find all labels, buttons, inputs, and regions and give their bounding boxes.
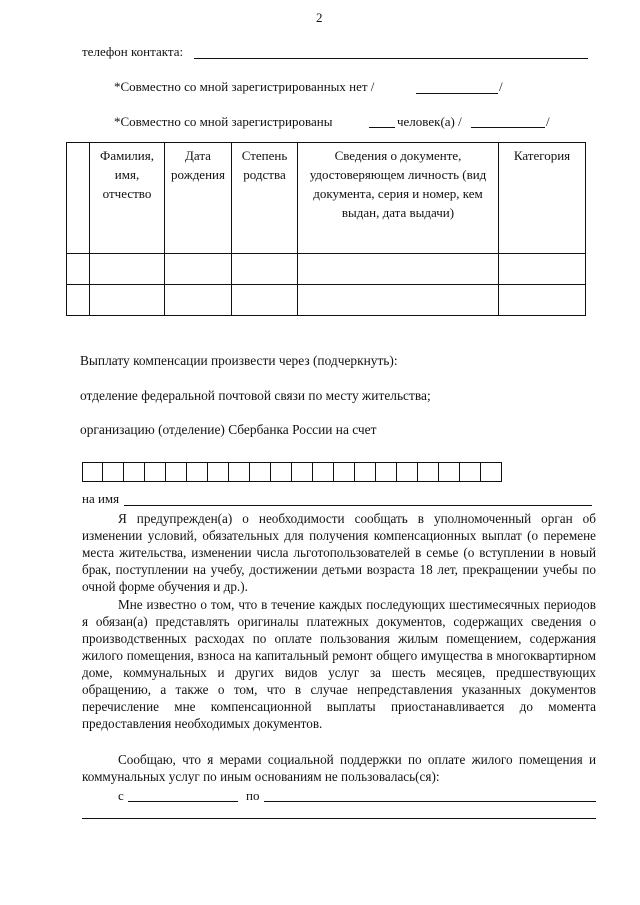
table-cell[interactable]	[90, 254, 165, 285]
account-digit-cell[interactable]	[250, 462, 271, 482]
page-number: 2	[316, 10, 323, 25]
account-digit-cell[interactable]	[334, 462, 355, 482]
registered-count-mid: человек(а) /	[397, 114, 462, 129]
account-digit-cell[interactable]	[376, 462, 397, 482]
table-cell[interactable]	[67, 254, 90, 285]
table-cell[interactable]	[165, 254, 232, 285]
payment-option-bank[interactable]: организацию (отделение) Сбербанка России на счет	[80, 422, 377, 437]
header-identity-document: Сведения о документе, удостоверяющем личность (вид документа, серия и номер, кем выдан, дата выдачи)	[298, 143, 499, 254]
documents-paragraph: Мне известно о том, что в течение каждых последующих шестимесячных периодов я обязан(а) представлять оригиналы платежных документов, содержащих сведения о производственных расходах по оплате пользования жилым помещением, содержания жилого помещения, взноса на капитальный ремонт общего имущества в многоквартирном доме, коммунальных и других видов услуг за шесть месяцев, предшествующих обращению, а также о том, что в случае непредставления указанных документов перечисление мне компенсационной выплаты приостанавливается до момента предоставления необходимых документов.	[82, 597, 596, 731]
account-digit-cell[interactable]	[439, 462, 460, 482]
header-full-name: Фамилия, имя, отчество	[90, 143, 165, 254]
table-row	[67, 254, 586, 285]
header-number	[67, 143, 90, 254]
family-members-table	[66, 142, 586, 316]
table-row	[67, 285, 586, 316]
account-digit-cell[interactable]	[313, 462, 334, 482]
account-digit-cell[interactable]	[418, 462, 439, 482]
account-digit-cell[interactable]	[229, 462, 250, 482]
account-digit-cell[interactable]	[481, 462, 502, 482]
account-digit-cell[interactable]	[82, 462, 103, 482]
declaration-paragraph: Сообщаю, что я мерами социальной поддержки по оплате жилого помещения и коммунальных услуг по иным основаниям не пользовалась(ся):	[82, 752, 596, 784]
account-digit-cell[interactable]	[187, 462, 208, 482]
contact-phone-label: телефон контакта:	[82, 44, 184, 59]
table-cell[interactable]	[232, 254, 298, 285]
registered-none-text: *Совместно со мной зарегистрированных нет /	[114, 79, 375, 94]
registered-none-signature[interactable]	[416, 93, 498, 94]
table-header-row	[67, 143, 586, 254]
account-holder-field[interactable]	[124, 505, 592, 506]
extra-line-field[interactable]	[82, 818, 596, 819]
table-cell[interactable]	[499, 285, 586, 316]
account-digit-cell[interactable]	[292, 462, 313, 482]
registered-count-prefix: *Совместно со мной зарегистрированы	[114, 114, 333, 129]
account-digit-cell[interactable]	[397, 462, 418, 482]
from-label: с	[118, 788, 124, 803]
account-digit-cell[interactable]	[355, 462, 376, 482]
to-date-field[interactable]	[264, 801, 596, 802]
table-cell[interactable]	[165, 285, 232, 316]
registered-count-end: /	[546, 114, 550, 129]
registered-none-end: /	[499, 79, 503, 94]
account-digit-cell[interactable]	[271, 462, 292, 482]
registered-count-field[interactable]	[369, 127, 395, 128]
registered-count-signature[interactable]	[471, 127, 545, 128]
header-category: Категория	[499, 143, 586, 254]
account-digit-cell[interactable]	[103, 462, 124, 482]
name-label: на имя	[82, 491, 120, 506]
payment-title: Выплату компенсации произвести через (подчеркнуть):	[80, 353, 398, 368]
account-digit-cell[interactable]	[124, 462, 145, 482]
account-digit-cell[interactable]	[145, 462, 166, 482]
table-cell[interactable]	[232, 285, 298, 316]
contact-phone-field[interactable]	[194, 58, 588, 59]
table-cell[interactable]	[298, 285, 499, 316]
header-birth-date: Дата рождения	[165, 143, 232, 254]
header-relation: Степень родства	[232, 143, 298, 254]
account-digit-cell[interactable]	[208, 462, 229, 482]
to-label: по	[246, 788, 260, 803]
table-cell[interactable]	[90, 285, 165, 316]
account-digit-cell[interactable]	[166, 462, 187, 482]
account-number-grid	[82, 462, 502, 482]
table-cell[interactable]	[67, 285, 90, 316]
notice-paragraph: Я предупрежден(а) о необходимости сообщать в уполномоченный орган об изменении условий, обязательных для получения компенсационных выплат (о перемене места жительства, изменении числа льготопользователей в семье (о вступлении в новый брак, поступлении на учебу, достижении детьми возраста 18 лет, прекращении учебы по очной форме обучения и др.).	[82, 511, 596, 594]
payment-option-post[interactable]: отделение федеральной почтовой связи по месту жительства;	[80, 388, 431, 403]
table-cell[interactable]	[298, 254, 499, 285]
table-cell[interactable]	[499, 254, 586, 285]
from-date-field[interactable]	[128, 801, 238, 802]
account-digit-cell[interactable]	[460, 462, 481, 482]
